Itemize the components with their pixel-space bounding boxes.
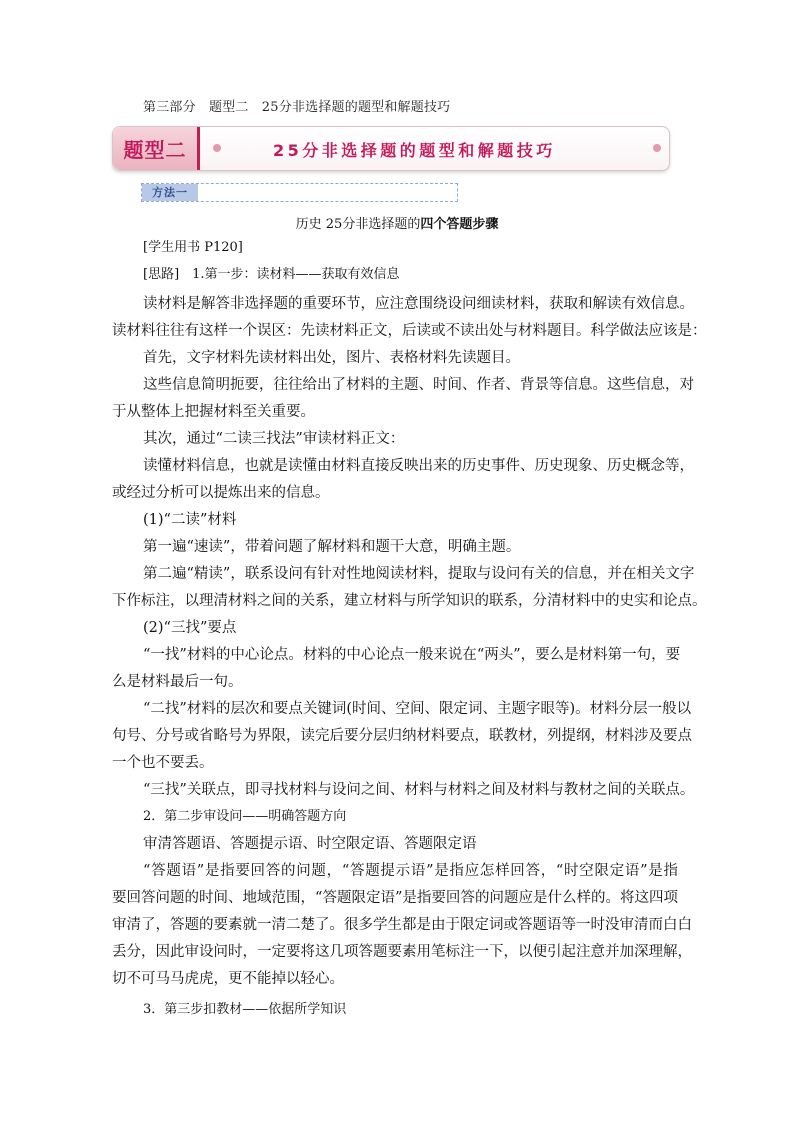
text-line: 这些信息简明扼要，往往给出了材料的主题、时间、作者、背景等信息。这些信息，对 [143,377,694,393]
text-line: 么是材料最后一句。 [112,674,243,690]
text-line: 首先，文字材料先读材料出处，图片、表格材料先读题目。 [143,350,520,366]
text-line: “一找”材料的中心论点。材料的中心论点一般来说在“两头”，要么是材料第一句，要 [143,647,681,663]
subtitle-bold: 四个答题步骤 [420,217,499,232]
text-line: 审清答题语、答题提示语、时空限定语、答题限定语 [143,836,477,852]
text-line: 读材料是解答非选择题的重要环节，应注意围绕设问细读材料，获取和解读有效信息。 [143,296,694,312]
text-line: 审清了，答题的要素就一清二楚了。很多学生都是由于限定词或答题语等一时没审清而白白 [112,917,692,933]
text-line: 2．第二步审设问——明确答题方向 [143,809,347,824]
text-line: 于从整体上把握材料至关重要。 [112,404,315,420]
subtitle-prefix: 历史 25分非选择题的 [295,217,421,232]
text-line: [学生用书 P120] [143,240,243,255]
text-line: “三找”关联点，即寻找材料与设问之间、材料与材料之间及材料与教材之间的关联点。 [143,782,695,798]
text-line: 句号、分号或省略号为界限，读完后要分层归纳材料要点，联教材，列提纲，材料涉及要点 [112,728,692,744]
text-line: “答题语”是指要回答的问题，“答题提示语”是指应怎样回答，“时空限定语”是指 [143,863,678,879]
method-tag: 方法一 [142,184,198,201]
text-line: 一个也不要丢。 [112,755,214,771]
text-line: 要回答问题的时间、地域范围，“答题限定语”是指要回答的问题应是什么样的。将这四项 [112,890,678,906]
text-line: (1)“二读”材料 [143,512,237,528]
text-line: 或经过分析可以提炼出来的信息。 [112,485,330,501]
banner-dot-icon [213,144,221,152]
text-line: 第二遍“精读”，联系设问有针对性地阅读材料，提取与设问有关的信息，并在相关文字 [143,566,695,582]
section-subtitle [0,213,794,232]
section-banner [112,126,670,171]
banner-tag: 题型二 [113,127,200,170]
text-line: [思路] 1.第一步：读材料——获取有效信息 [143,267,400,282]
banner-dot-icon [653,144,661,152]
text-line: “二找”材料的层次和要点关键词(时间、空间、限定词、主题字眼等)。材料分层一般以 [143,701,692,717]
banner-title: 25分非选择题的题型和解题技巧 [273,141,556,160]
text-line: 切不可马马虎虎，更不能掉以轻心。 [112,971,344,987]
text-line: 3．第三步扣教材——依据所学知识 [143,1002,347,1017]
text-line: 下作标注，以理清材料之间的关系，建立材料与所学知识的联系，分清材料中的史实和论点。 [112,593,707,609]
running-head: 第三部分 题型二 25分非选择题的题型和解题技巧 [143,100,451,115]
text-line: 读材料往往有这样一个误区：先读材料正文，后读或不读出处与材料题目。科学做法应该是： [112,323,707,339]
text-line: (2)“三找”要点 [143,620,237,636]
text-line: 丢分，因此审设问时，一定要将这几项答题要素用笔标注一下，以便引起注意并加深理解， [112,944,692,960]
method-box [141,183,458,202]
text-line: 读懂材料信息，也就是读懂由材料直接反映出来的历史事件、历史现象、历史概念等， [143,458,694,474]
text-line: 第一遍“速读”，带着问题了解材料和题干大意，明确主题。 [143,539,521,555]
text-line: 其次，通过“二读三找法”审读材料正文： [143,431,405,447]
